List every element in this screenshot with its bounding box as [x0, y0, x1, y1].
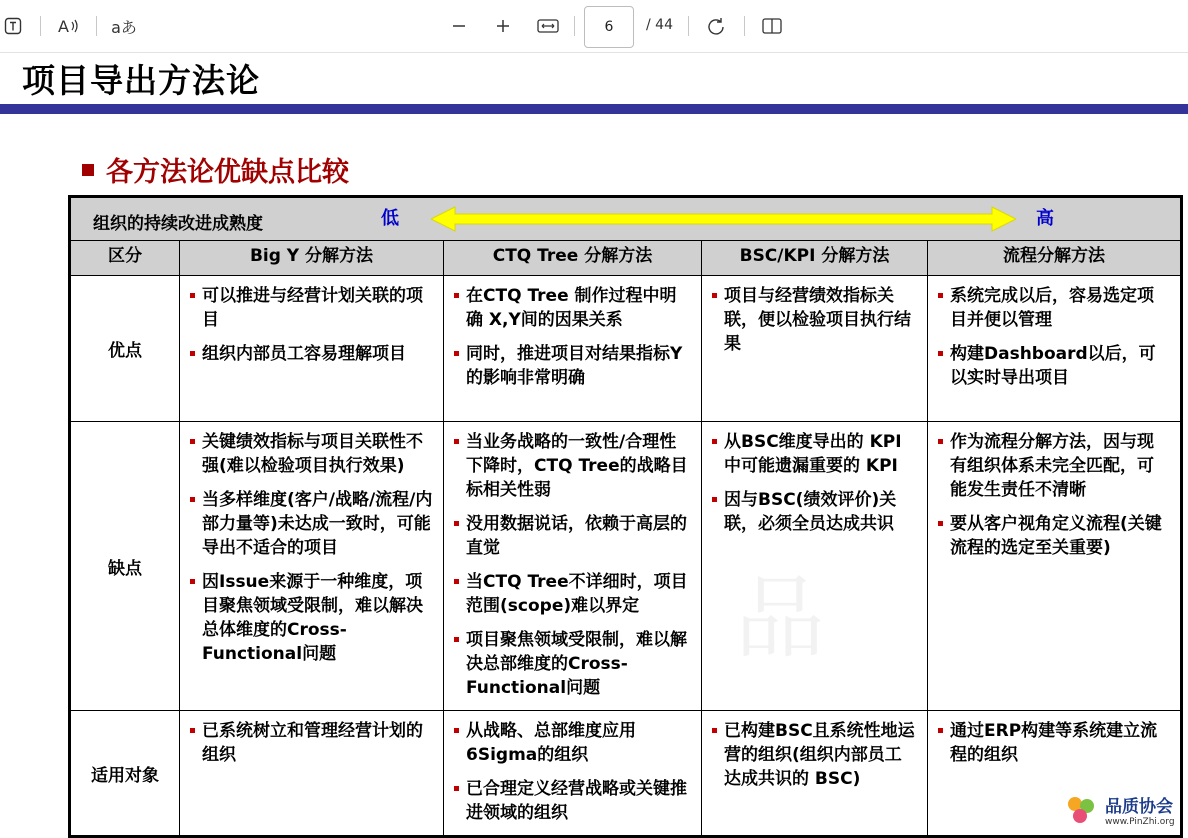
bullet-item: 当业务战略的一致性/合理性下降时，CTQ Tree的战略目标相关性弱	[454, 430, 691, 502]
toolbar-separator	[574, 16, 575, 36]
row-label: 缺点	[70, 422, 180, 711]
page-view-icon[interactable]	[760, 12, 784, 40]
table-cell	[180, 711, 444, 837]
bullet-item: 因与BSC(绩效评价)关联，必须全员达成共识	[712, 488, 917, 536]
toolbar-separator	[688, 16, 689, 36]
toolbar-separator	[96, 16, 97, 36]
pdf-toolbar	[0, 0, 1188, 53]
bullet-item: 组织内部员工容易理解项目	[190, 342, 433, 366]
header-row	[70, 241, 1182, 276]
title-underline-bar	[0, 104, 1188, 114]
toolbar-separator	[744, 16, 745, 36]
table-cell	[928, 276, 1182, 422]
row-label: 优点	[70, 276, 180, 422]
read-aloud-icon[interactable]	[56, 12, 82, 40]
logo-url: www.PinZhi.org	[1105, 817, 1175, 827]
maturity-cell	[70, 197, 1182, 241]
pinzhi-logo	[1063, 792, 1175, 827]
header-cell: 流程分解方法	[928, 241, 1182, 276]
header-cell: CTQ Tree 分解方法	[444, 241, 702, 276]
translate-icon[interactable]: aあ	[111, 17, 137, 37]
zoom-out-icon[interactable]	[448, 12, 470, 40]
table-row	[70, 276, 1182, 422]
text-select-icon[interactable]	[0, 12, 26, 40]
maturity-row	[70, 197, 1182, 241]
maturity-low-label: 低	[381, 208, 399, 229]
section-heading-text: 各方法论优缺点比较	[106, 157, 349, 188]
bullet-item: 从BSC维度导出的 KPI 中可能遗漏重要的 KPI	[712, 430, 917, 478]
bullet-item: 可以推进与经营计划关联的项目	[190, 284, 433, 332]
maturity-high-label: 高	[1036, 208, 1054, 229]
toolbar-separator	[40, 16, 41, 36]
svg-text:A: A	[58, 17, 69, 35]
bullet-item: 在CTQ Tree 制作过程中明确 X,Y间的因果关系	[454, 284, 691, 332]
bullet-item: 构建Dashboard以后，可以实时导出项目	[938, 342, 1170, 390]
table-cell	[928, 422, 1182, 711]
table-cell	[702, 422, 928, 711]
table-cell	[444, 422, 702, 711]
table-cell	[444, 276, 702, 422]
bullet-item: 从战略、总部维度应用6Sigma的组织	[454, 719, 691, 767]
header-cell: BSC/KPI 分解方法	[702, 241, 928, 276]
pinzhi-logo-icon	[1063, 794, 1099, 826]
bullet-item: 已系统树立和管理经营计划的组织	[190, 719, 433, 767]
table-cell	[444, 711, 702, 837]
bullet-item: 系统完成以后，容易选定项目并便以管理	[938, 284, 1170, 332]
header-cell: 区分	[70, 241, 180, 276]
bullet-item: 要从客户视角定义流程(关键流程的选定至关重要)	[938, 512, 1170, 560]
header-cell: Big Y 分解方法	[180, 241, 444, 276]
table-cell	[702, 711, 928, 837]
fit-width-icon[interactable]	[536, 12, 560, 40]
bullet-item: 因Issue来源于一种维度，项目聚焦领域受限制，难以解决总体维度的Cross-Functional问题	[190, 570, 433, 666]
bullet-item: 项目聚焦领域受限制，难以解决总部维度的Cross-Functional问题	[454, 628, 691, 700]
table-cell	[702, 276, 928, 422]
bullet-item: 没用数据说话，依赖于高层的直觉	[454, 512, 691, 560]
table-row	[70, 711, 1182, 837]
bullet-item: 作为流程分解方法，因与现有组织体系未完全匹配，可能发生责任不清晰	[938, 430, 1170, 502]
bullet-item: 已构建BSC且系统性地运营的组织(组织内部员工达成共识的 BSC)	[712, 719, 917, 791]
bullet-item: 已合理定义经营战略或关键推进领域的组织	[454, 777, 691, 825]
zoom-in-icon[interactable]	[492, 12, 514, 40]
watermark: 品	[735, 566, 825, 671]
bullet-item: 项目与经营绩效指标关联，便以检验项目执行结果	[712, 284, 917, 356]
maturity-arrow-icon	[431, 206, 1016, 232]
rotate-icon[interactable]	[704, 12, 728, 40]
bullet-item: 同时，推进项目对结果指标Y的影响非常明确	[454, 342, 691, 390]
bullet-item: 当CTQ Tree不详细时，项目范围(scope)难以界定	[454, 570, 691, 618]
bullet-item: 当多样维度(客户/战略/流程/内部力量等)未达成一致时，可能导出不适合的项目	[190, 488, 433, 560]
page-number-input[interactable]: 6	[584, 6, 634, 48]
slide-title: 项目导出方法论	[22, 61, 260, 100]
logo-name: 品质协会	[1105, 797, 1173, 817]
maturity-label: 组织的持续改进成熟度	[93, 214, 263, 234]
row-label: 适用对象	[70, 711, 180, 837]
bullet-item: 关键绩效指标与项目关联性不强(难以检验项目执行效果)	[190, 430, 433, 478]
table-cell	[180, 422, 444, 711]
page-total: / 44	[646, 17, 673, 33]
table-cell	[180, 276, 444, 422]
comparison-table	[68, 195, 1183, 838]
bullet-square-icon	[82, 164, 94, 176]
table-row	[70, 422, 1182, 711]
section-heading	[82, 150, 349, 189]
bullet-item: 通过ERP构建等系统建立流程的组织	[938, 719, 1170, 767]
